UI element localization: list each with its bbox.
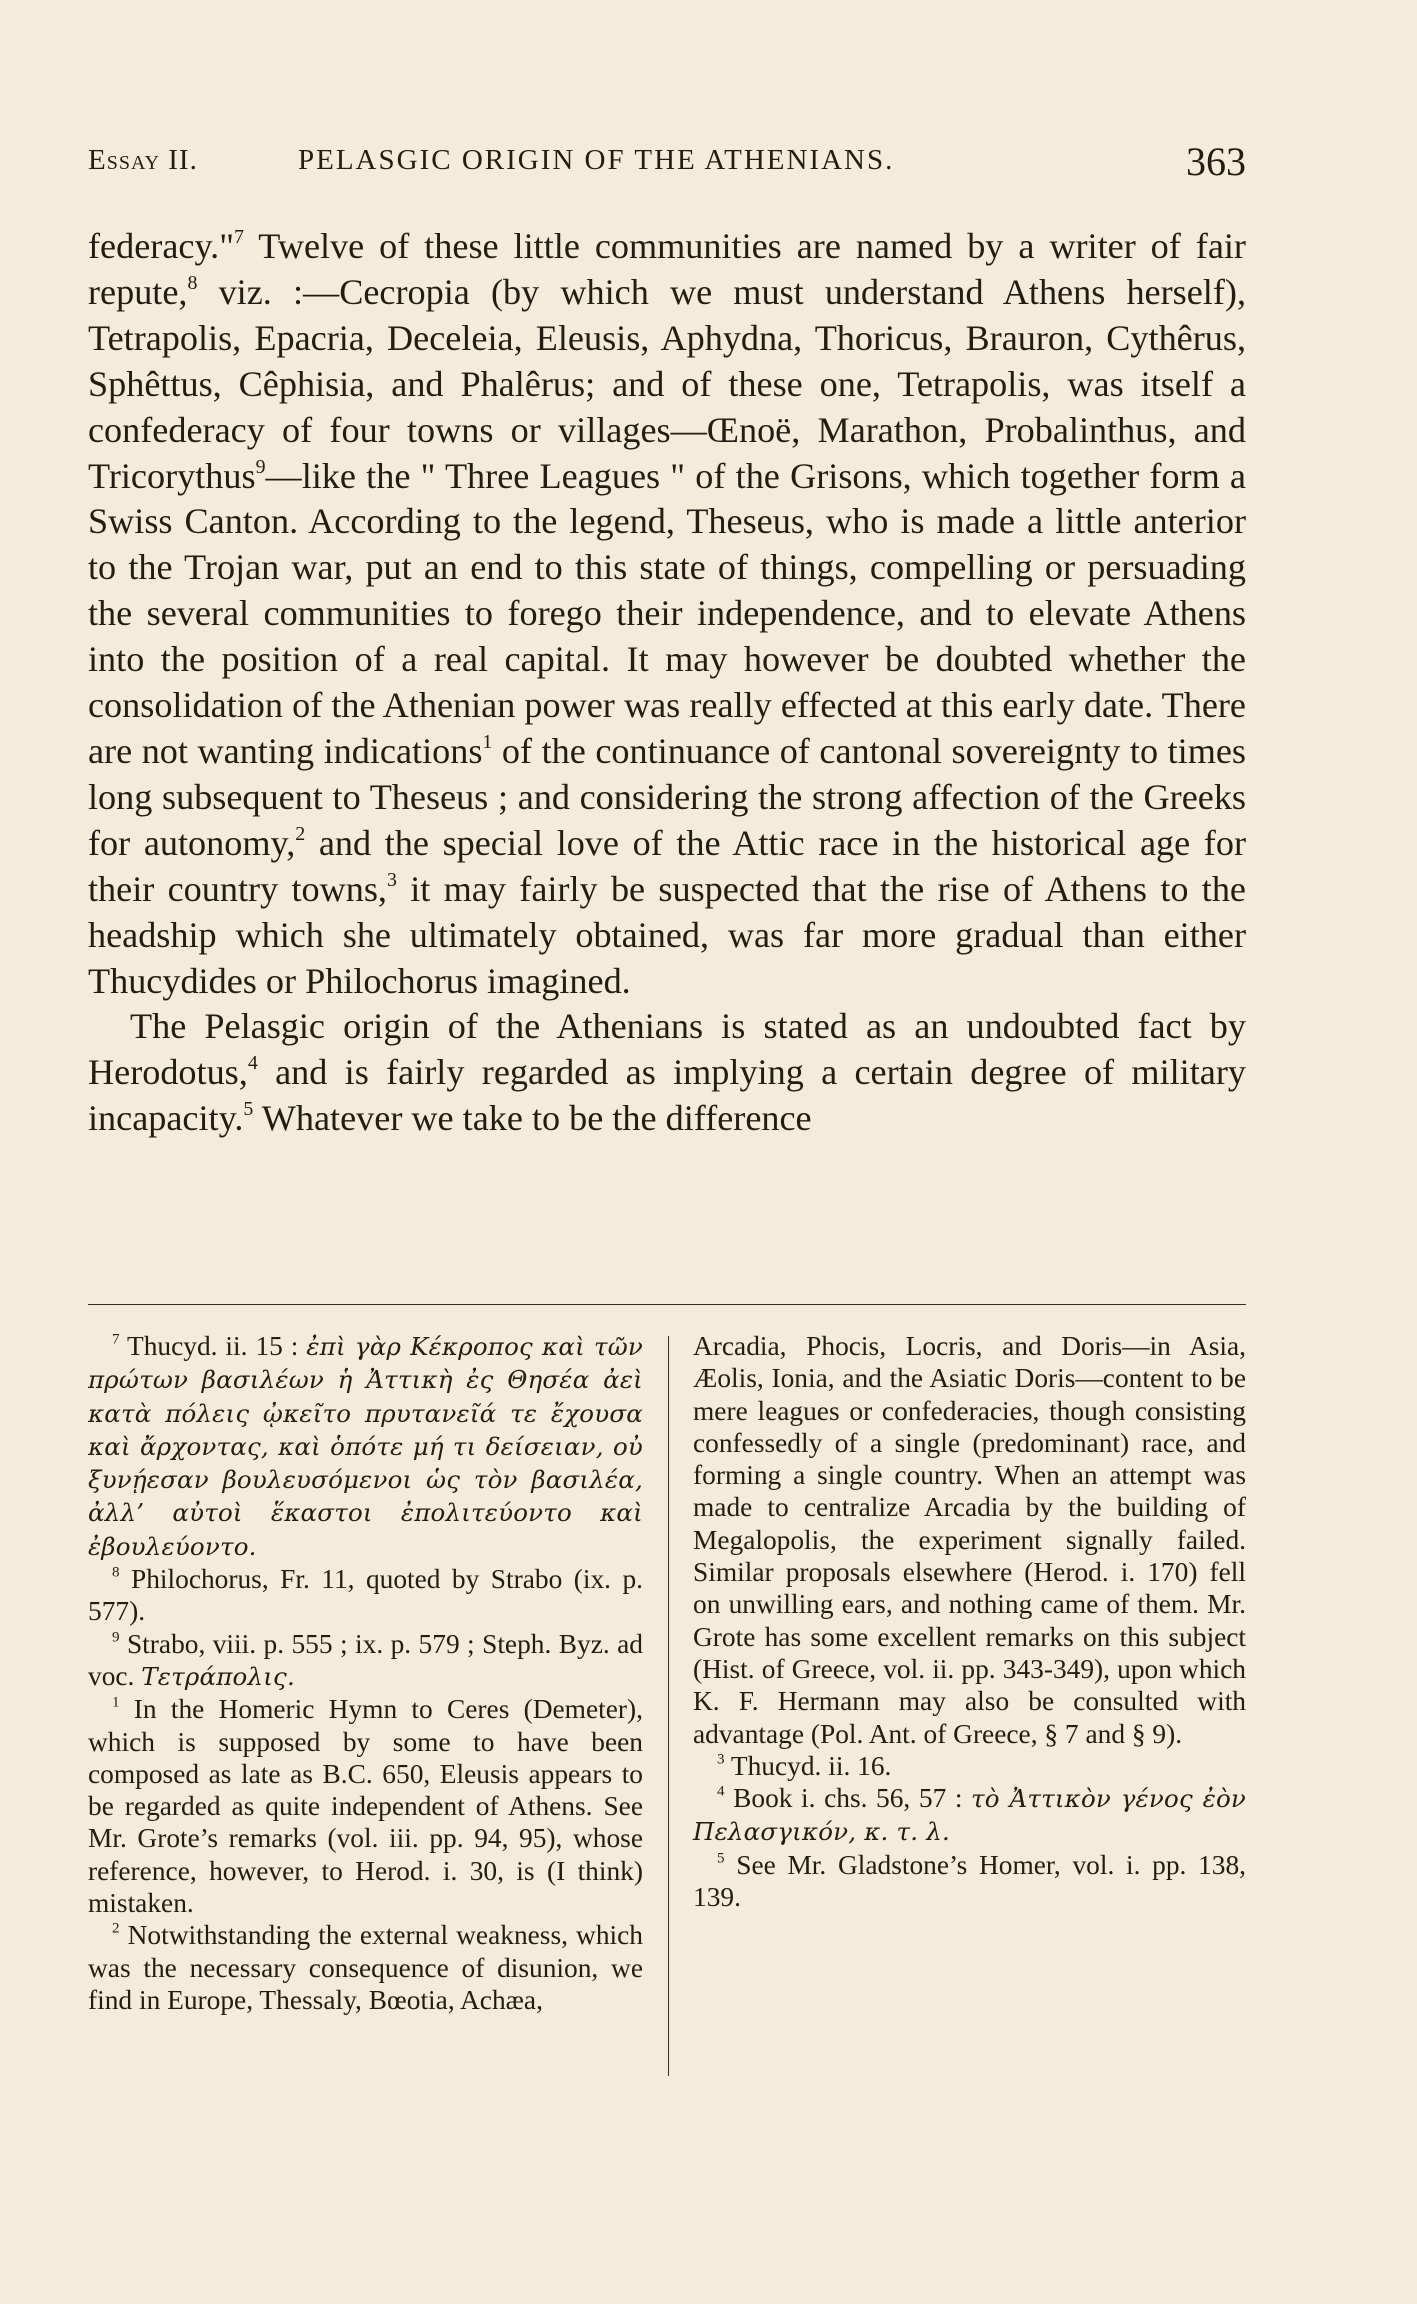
paragraph-1: federacy."$^7$ Twelve of these little communities are named by a writer of fair repute,$^8$ viz. :—Cecropia (by which we must understand Athens herself), Tetrapolis, Epacria, Deceleia, Eleusis, Aphydna, Thoricus, Brauron, Cythêrus, Sphêttus, Cêphisia, and Phalêrus; and of these one, Tetrapolis, was itself a confederacy of four towns or villages—Œnoë, Marathon, Probalinthus, and Tricorythus$^9$—like the " Three Leagues " of the Grisons, which together form a Swiss Canton. According to the legend, Theseus, who is made a little anterior to the Trojan war, put an end to this state of things, compelling or persuading the several communities to forego their independence, and to elevate Athens into the position of a real capital. It may however be doubted whether the consolidation of the Athenian power was really effected at this early date. There are not wanting indications$^1$ of the continuance of cantonal sovereignty to times long subsequent to Theseus ; and considering the strong affection of the Greeks for autonomy,$^2$ and the special love of the Attic race in the historical age for their country towns,$^3$ it may fairly be suspected that the rise of Athens to the headship which she ultimately obtained, was far more gradual than either Thucydides or Philochorus imagined.	[88, 226, 1246, 1001]
footnote-ref: 4	[247, 1052, 258, 1075]
chapter-title: PELASGIC ORIGIN OF THE ATHENIANS.	[298, 144, 895, 176]
footnote-ref: 9	[255, 455, 266, 478]
running-header	[88, 138, 1246, 188]
greek-word: Τετράπολις.	[141, 1661, 295, 1691]
essay-label: Essay II.	[88, 144, 198, 176]
footnote-4: $^4$ Book i. chs. 56, 57 : τὸ Ἀττικὸν γένος ἐὸν Πελασγικόν, κ. τ. λ.	[693, 1783, 1246, 1847]
footnote-1: $^1$ In the Homeric Hymn to Ceres (Demeter), which is supposed by some to have been composed as late as B.C. 650, Eleusis appears to be regarded as quite independent of Athens. See Mr. Grote’s remarks (vol. iii. pp. 94, 95), whose reference, however, to Herod. i. 30, is (I think) mistaken.	[88, 1694, 643, 1919]
greek-quotation: τὸ Ἀττικὸν γένος ἐὸν Πελασγικόν, κ. τ. λ.	[693, 1784, 1246, 1847]
page-number: 363	[1186, 139, 1246, 184]
footnote-ref: 1	[482, 731, 493, 754]
footnotes-left-column	[88, 1330, 643, 2016]
greek-quotation: ἐπὶ γὰρ Κέκροπος καὶ τῶν πρώτων βασιλέων ἡ Ἀττικὴ ἐς Θησέα ἀεὶ κατὰ πόλεις ᾠκεῖτο πρυτανεῖά τε ἔχουσα καὶ ἄρχοντας, καὶ ὁπότε μή τι δείσειαν, οὐ ξυνῄεσαν βουλευσόμενοι ὡς τὸν βασιλέα, ἀλλ’ αὐτοὶ ἕκαστοι ἐπολιτεύοντο καὶ ἐβουλεύοντο.	[88, 1332, 643, 1561]
footnote-7: $^7$ Thucyd. ii. 15 : ἐπὶ γὰρ Κέκροπος καὶ τῶν πρώτων βασιλέων ἡ Ἀττικὴ ἐς Θησέα ἀεὶ κατὰ πόλεις ᾠκεῖτο πρυτανεῖά τε ἔχουσα καὶ ἄρχοντας, καὶ ὁπότε μή τι δείσειαν, οὐ ξυνῄεσαν βουλευσόμενοι ὡς τὸν βασιλέα, ἀλλ’ αὐτοὶ ἕκαστοι ἐπολιτεύοντο καὶ ἐβουλεύοντο.	[88, 1331, 643, 1561]
footnote-8: $^8$ Philochorus, Fr. 11, quoted by Strabo (ix. p. 577).	[88, 1564, 643, 1627]
footnote-2: $^2$ Notwithstanding the external weakness, which was the necessary consequence of disunion, we find in Europe, Thessaly, Bœotia, Achæa,	[88, 1920, 643, 2015]
footnote-9: $^9$ Strabo, viii. p. 555 ; ix. p. 579 ; Steph. Byz. ad voc. Τετράπολις.	[88, 1628, 643, 1691]
footnote-ref: 7	[234, 226, 244, 249]
paragraph-2: The Pelasgic origin of the Athenians is stated as an undoubted fact by Herodotus,$^4$ and is fairly regarded as implying a certain degree of military incapacity.$^5$ Whatever we take to be the difference	[88, 1006, 1246, 1139]
footnote-5: $^5$ See Mr. Gladstone’s Homer, vol. i. pp. 138, 139.	[693, 1849, 1246, 1913]
footnote-3: $^3$ Thucyd. ii. 16.	[717, 1750, 892, 1781]
footnote-ref: 2	[295, 822, 306, 845]
footnote-rule	[88, 1304, 1246, 1305]
footnote-ref: 5	[243, 1098, 254, 1121]
footnote-2-continued: Arcadia, Phocis, Locris, and Doris—in Asia, Æolis, Ionia, and the Asiatic Doris—content to be mere leagues or confederacies, though consisting confessedly of a single (predominant) race, and forming a single country. When an attempt was made to centralize Arcadia by the building of Megalopolis, the experiment signally failed. Similar proposals elsewhere (Herod. i. 170) fell on unwilling ears, and nothing came of them. Mr. Grote has some excellent remarks on this subject (Hist. of Greece, vol. ii. pp. 343-349), upon which K. F. Hermann may also be consulted with advantage (Pol. Ant. of Greece, § 7 and § 9).	[693, 1331, 1246, 1749]
main-text	[88, 224, 1246, 1142]
book-page	[88, 0, 1246, 2304]
column-divider	[668, 1336, 669, 2076]
footnote-ref: 8	[187, 271, 198, 294]
footnotes-right-column	[693, 1330, 1246, 1913]
footnote-ref: 3	[386, 868, 397, 891]
